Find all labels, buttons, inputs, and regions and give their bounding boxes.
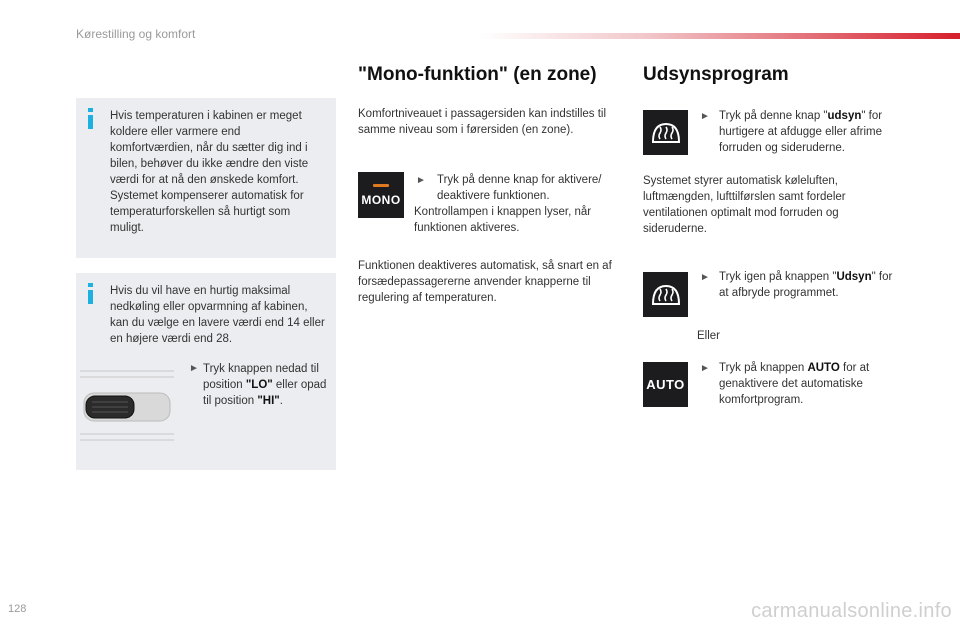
windscreen-defrost-icon [649,280,683,310]
arrow-bullet-icon: ► [700,111,710,122]
info-text-temperature: Hvis temperaturen i kabinen er meget koldere eller varmere end komfortværdien, når du sætter dig ind i bilen, behøver du ikke ændre den viste værdi for at nå den ønskede komfort. Systemet kompenserer automatisk for temperaturforskellen så hurtigt som muligt. [110,110,309,234]
udsyn-step3: Tryk på knappen AUTO for at genaktivere det automatiske komfortprogram. [719,362,870,406]
auto-button-label: AUTO [646,377,685,392]
temperature-control-illustration [80,368,174,446]
udsyn-title: Udsynsprogram [643,64,789,85]
udsyn-step1: Tryk på denne knap "udsyn" for hurtigere at afdugge eller afrime forruden og sideruderne. [719,110,883,154]
arrow-bullet-icon: ► [189,363,199,374]
mono-indicator-lamp [373,184,389,187]
defrost-button[interactable] [643,110,688,155]
info-icon [88,115,93,129]
header-accent-bar [480,33,960,39]
section-header: Kørestilling og komfort [76,27,196,41]
defrost-button-off[interactable] [643,272,688,317]
udsyn-description: Systemet styrer automatisk køleluften, luftmængden, lufttilførslen samt fordeler ventilationen optimalt mod forruden og sideruderne. [643,175,846,235]
watermark: carmanualsonline.info [751,600,952,622]
mono-intro: Komfortniveauet i passagersiden kan indstilles til samme niveau som i førersiden (en zone). [358,108,607,136]
mono-step: Tryk på denne knap for aktivere/ deaktivere funktionen. [437,174,602,202]
page-number: 128 [8,603,27,615]
info-box-max-cooling [76,273,336,470]
mono-button-label: MONO [361,192,401,207]
info-text-max-cooling: Hvis du vil have en hurtig maksimal nedkøling eller opvarmning af kabinen, kan du vælge en lavere værdi end 14 eller en højere værdi end 28. [110,285,325,345]
mono-title: "Mono-funktion" (en zone) [358,64,597,85]
lo-hi-step: Tryk knappen nedad til position "LO" eller opad til position "HI". [203,363,327,407]
mono-step-note: Kontrollampen i knappen lyser, når funktionen aktiveres. [414,206,592,234]
mono-outro: Funktionen deaktiveres automatisk, så snart en af forsædepassagererne anvender knapperne til regulering af temperaturen. [358,260,612,304]
mono-button[interactable] [358,172,404,218]
info-box-temperature [76,98,336,258]
auto-button[interactable] [643,362,688,407]
arrow-bullet-icon: ► [700,272,710,283]
windscreen-defrost-icon [649,118,683,148]
udsyn-or: Eller [697,330,721,342]
arrow-bullet-icon: ► [700,363,710,374]
info-icon [88,290,93,304]
udsyn-step2: Tryk igen på knappen "Udsyn" for at afbryde programmet. [719,271,893,299]
arrow-bullet-icon: ► [416,175,426,186]
